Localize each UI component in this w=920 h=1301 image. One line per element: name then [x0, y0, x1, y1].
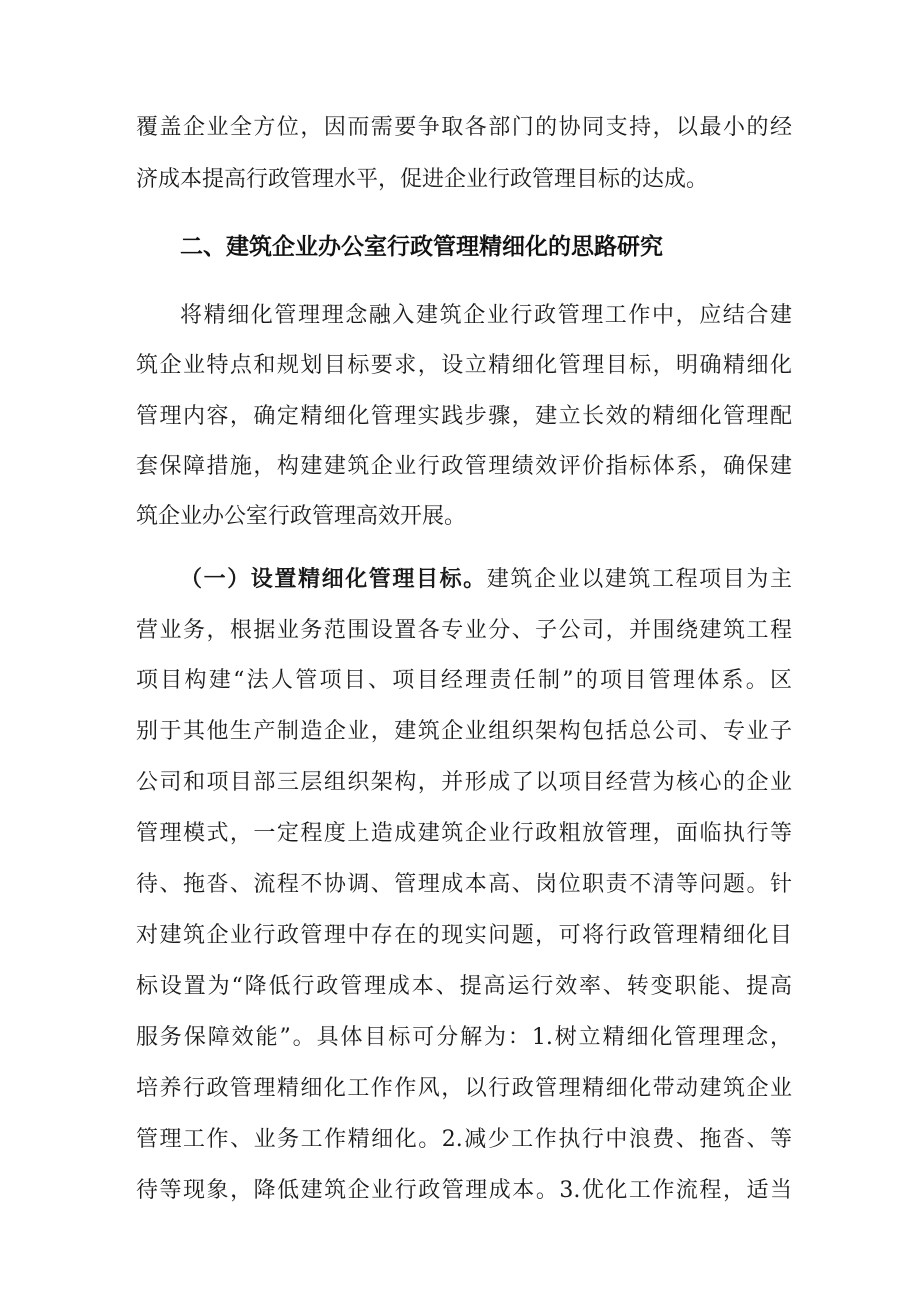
- paragraph-3-line-8: 对建筑企业行政管理中存在的现实问题，可将行政管理精细化目: [136, 923, 792, 948]
- paragraph-3-line-2: 营业务，根据业务范围设置各专业分、子公司，并围绕建筑工程: [136, 618, 792, 643]
- paragraph-3-line-13: 待等现象，降低建筑企业行政管理成本。3.优化工作流程，适当: [136, 1178, 792, 1203]
- paragraph-2-line-2: 筑企业特点和规划目标要求，设立精细化管理目标，明确精细化: [136, 353, 792, 378]
- paragraph-3-line-5: 公司和项目部三层组织架构，并形成了以项目经营为核心的企业: [136, 770, 792, 795]
- paragraph-3-line-11: 培养行政管理精细化工作作风，以行政管理精细化带动建筑企业: [136, 1076, 792, 1101]
- paragraph-3-line-12: 管理工作、业务工作精细化。2.减少工作执行中浪费、拖沓、等: [136, 1127, 792, 1152]
- paragraph-2-line-1: 将精细化管理理念融入建筑企业行政管理工作中，应结合建: [180, 303, 792, 328]
- paragraph-1-line-2: 济成本提高行政管理水平，促进企业行政管理目标的达成。: [136, 167, 709, 192]
- paragraph-3-line-1-text: 建筑企业以建筑工程项目为主: [486, 567, 792, 592]
- paragraph-1-line-1: 覆盖企业全方位，因而需要争取各部门的协同支持，以最小的经: [136, 115, 792, 140]
- paragraph-2-line-5: 筑企业办公室行政管理高效开展。: [136, 504, 467, 529]
- paragraph-3-line-7: 待、拖沓、流程不协调、管理成本高、岗位职责不清等问题。针: [136, 872, 792, 897]
- paragraph-3-line-1: [180, 560, 792, 600]
- section-heading: 二、建筑企业办公室行政管理精细化的思路研究: [180, 234, 663, 260]
- paragraph-3-line-6: 管理模式，一定程度上造成建筑企业行政粗放管理，面临执行等: [136, 821, 792, 846]
- paragraph-3-line-3: 项目构建“法人管项目、项目经理责任制”的项目管理体系。区: [136, 668, 792, 693]
- paragraph-3-line-10: 服务保障效能”。具体目标可分解为：1.树立精细化管理理念，: [136, 1025, 792, 1050]
- paragraph-2-line-3: 管理内容，确定精细化管理实践步骤，建立长效的精细化管理配: [136, 404, 792, 429]
- paragraph-2-line-4: 套保障措施，构建建筑企业行政管理绩效评价指标体系，确保建: [136, 454, 792, 479]
- subsection-title: （一）设置精细化管理目标。: [180, 567, 487, 592]
- paragraph-3-line-4: 别于其他生产制造企业，建筑企业组织架构包括总公司、专业子: [136, 719, 792, 744]
- paragraph-3-line-9: 标设置为“降低行政管理成本、提高运行效率、转变职能、提高: [136, 974, 792, 999]
